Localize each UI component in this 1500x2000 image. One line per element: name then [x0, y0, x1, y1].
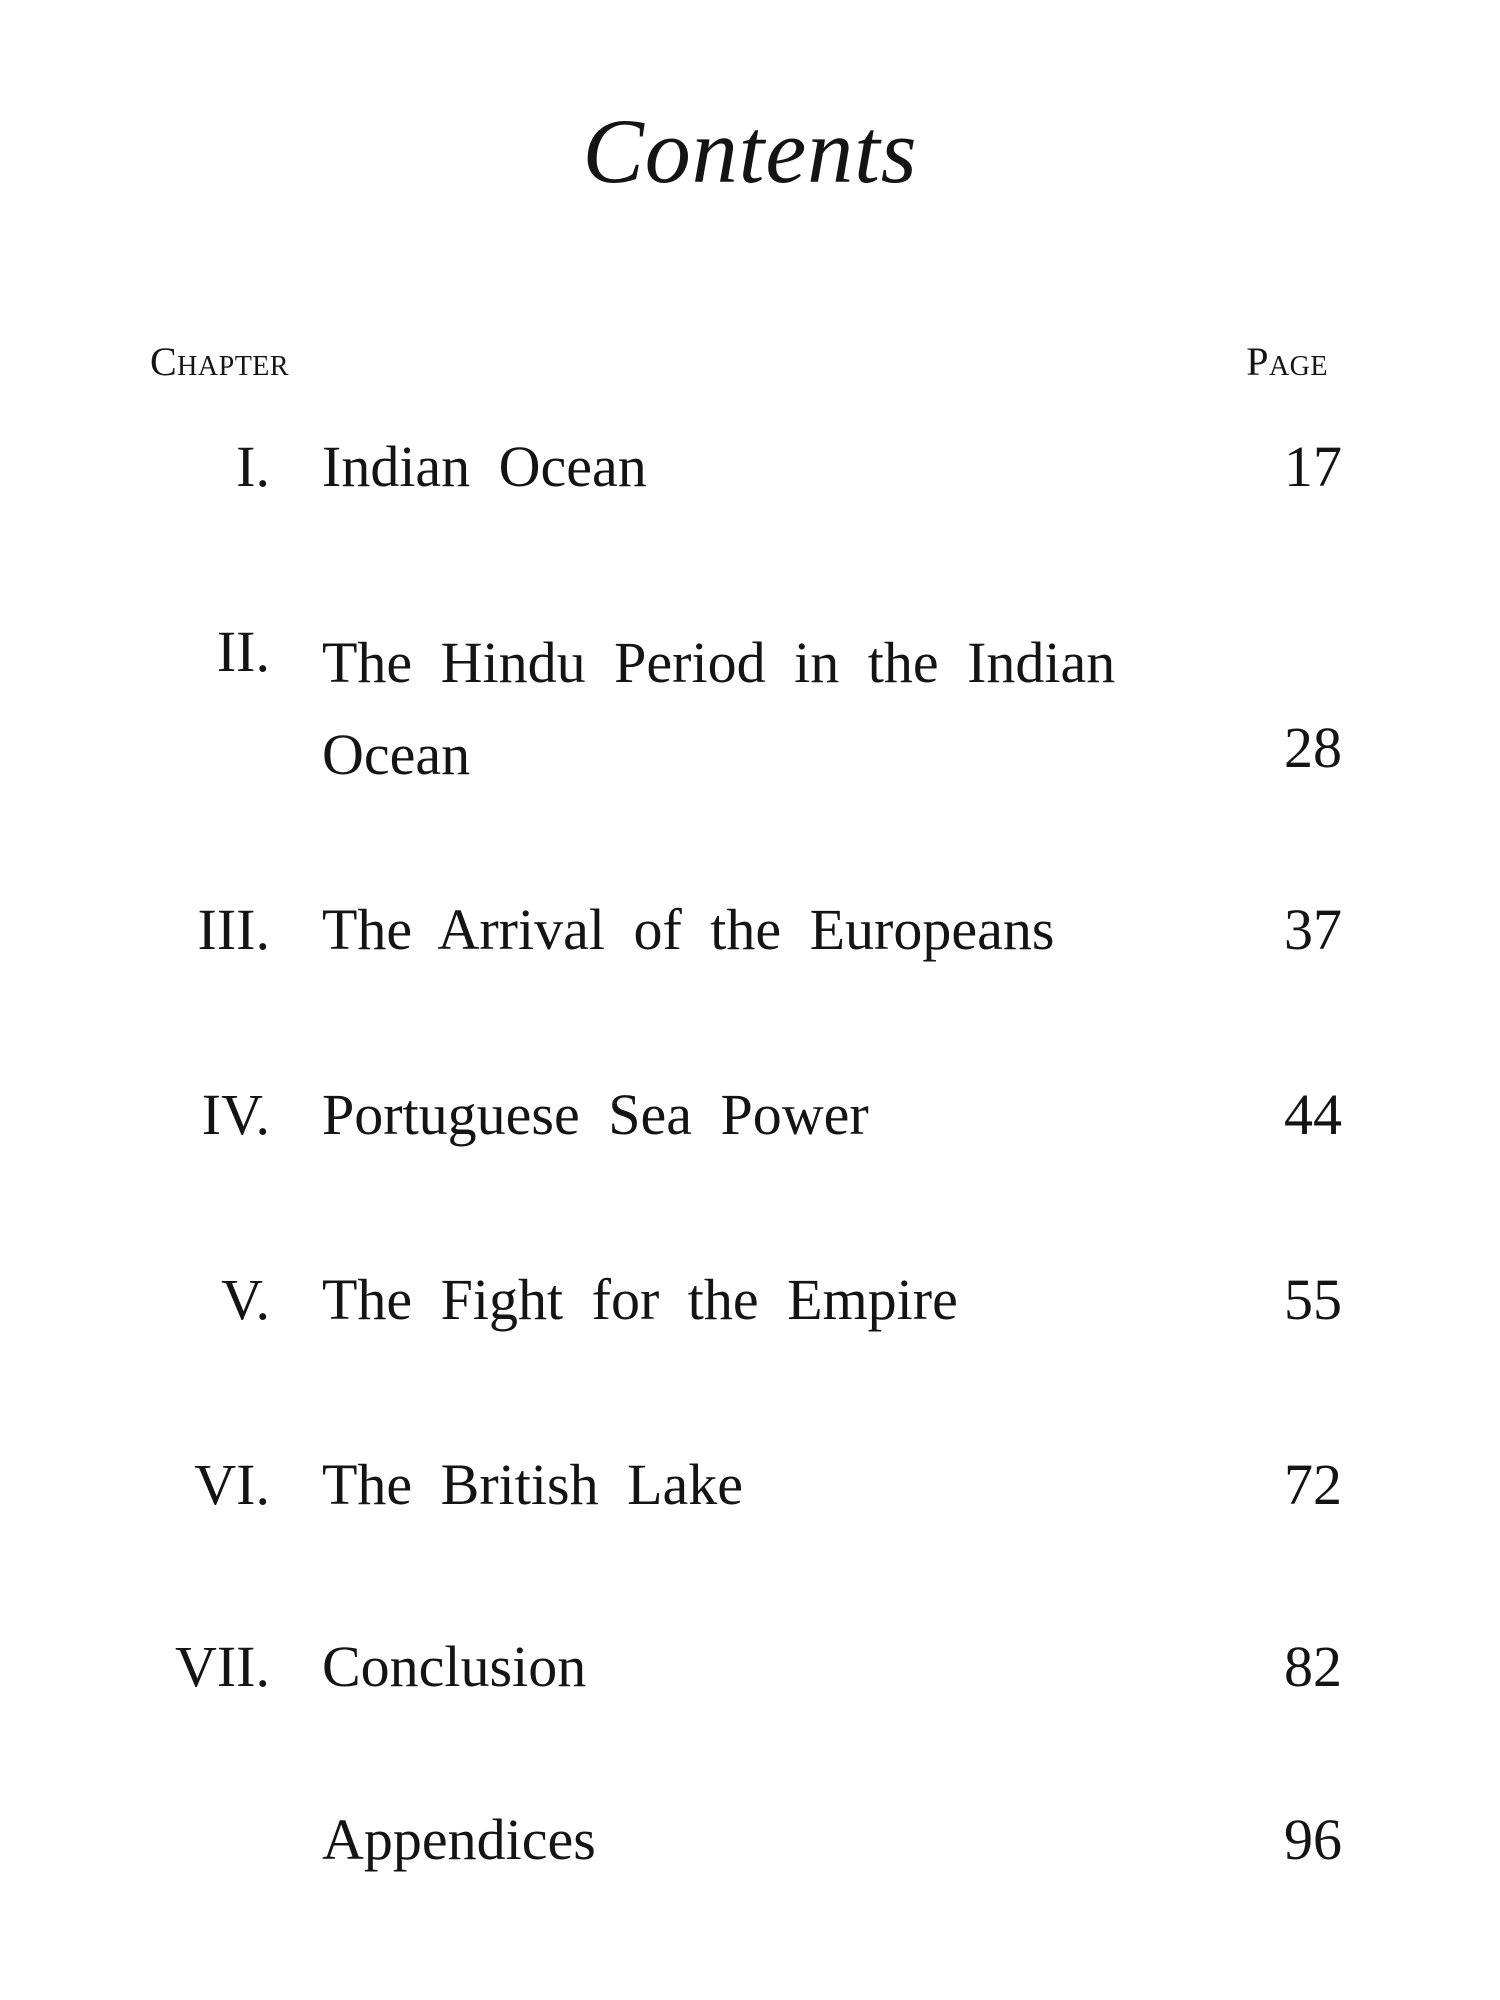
toc-entry [0, 617, 1500, 787]
chapter-title: Indian Ocean [322, 434, 647, 499]
toc-entry [0, 1805, 1500, 1875]
toc-entry [0, 1265, 1500, 1335]
chapter-title: Appendices [322, 1807, 596, 1872]
chapter-title: Portuguese Sea Power [322, 1082, 869, 1147]
chapter-number: IV. [201, 1082, 270, 1147]
page-number: 44 [1284, 1082, 1342, 1147]
page-number: 37 [1284, 897, 1342, 962]
page-number: 17 [1284, 434, 1342, 499]
toc-entry [0, 1450, 1500, 1520]
chapter-number: I. [236, 434, 270, 499]
page-title: Contents [582, 100, 918, 202]
chapter-title: The Hindu Period in the Indian Ocean [322, 630, 1116, 787]
chapter-number: III. [197, 897, 270, 962]
toc-entry [0, 1080, 1500, 1150]
toc-entry [0, 432, 1500, 502]
page-number: 82 [1284, 1634, 1342, 1699]
chapter-number: VII. [174, 1634, 270, 1699]
chapter-number: VI. [194, 1452, 270, 1517]
chapter-column-heading: Chapter [150, 339, 290, 384]
page-number: 72 [1284, 1452, 1342, 1517]
chapter-number: II. [216, 619, 270, 684]
page-number: 96 [1284, 1807, 1342, 1872]
chapter-title: Conclusion [322, 1634, 587, 1699]
chapter-title: The Fight for the Empire [322, 1267, 958, 1332]
page-number: 28 [1284, 715, 1342, 780]
chapter-title: The Arrival of the Europeans [322, 897, 1055, 962]
page-column-heading: Page [1246, 339, 1328, 384]
chapter-number: V. [221, 1267, 270, 1332]
toc-entry [0, 895, 1500, 965]
chapter-title: The British Lake [322, 1452, 744, 1517]
toc-entry [0, 1632, 1500, 1702]
page-number: 55 [1284, 1267, 1342, 1332]
